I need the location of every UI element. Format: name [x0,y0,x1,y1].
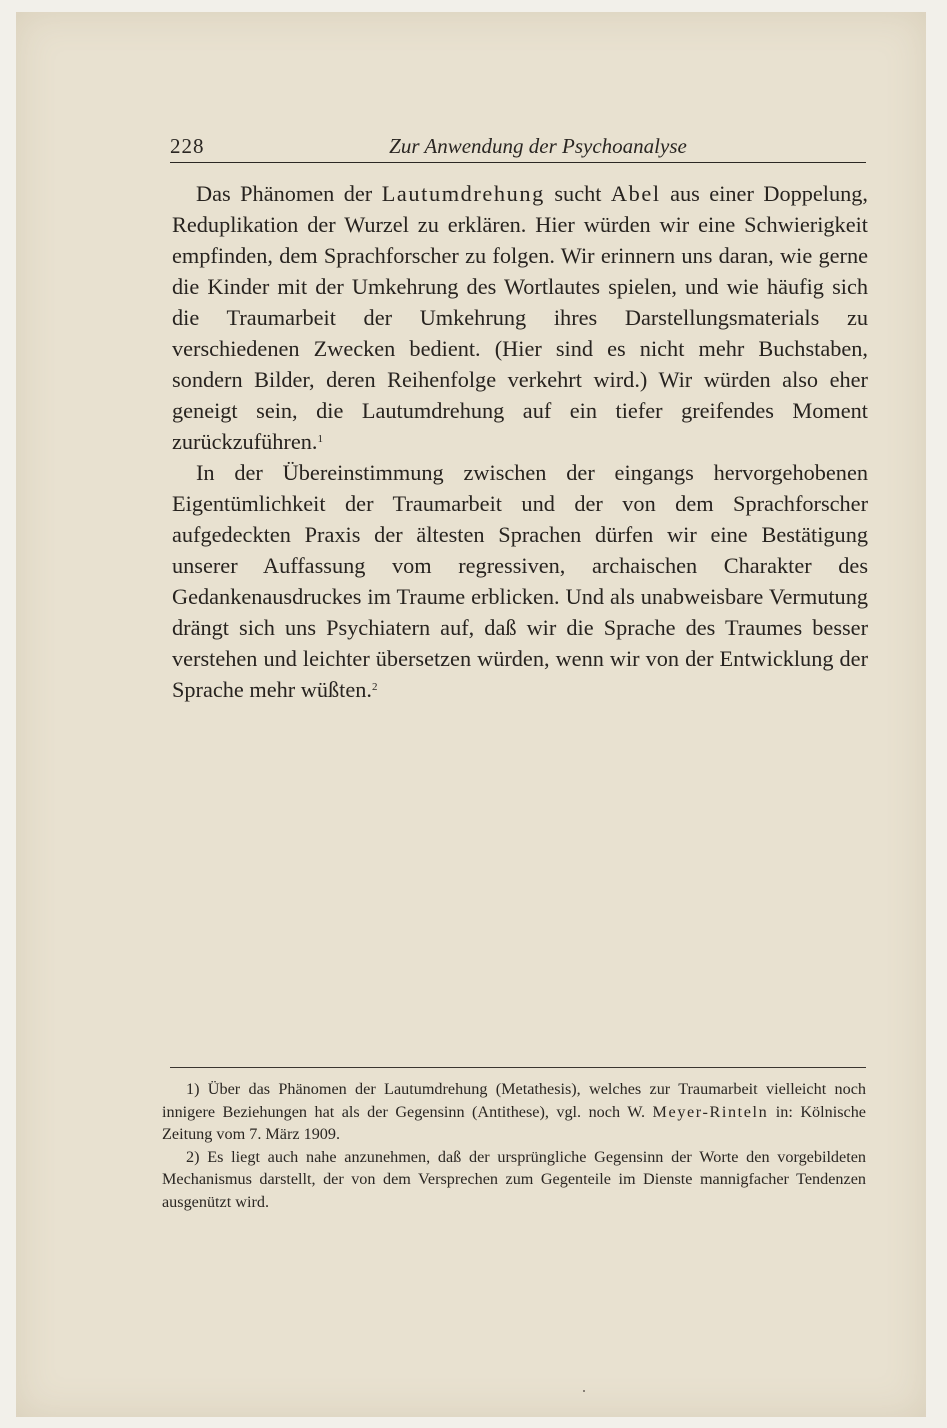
paragraph-1-text-b: sucht [544,181,611,206]
footnote-ref-2: 2 [372,681,378,693]
emphasis-meyer-rinteln: Meyer-Rinteln [652,1102,769,1121]
page-number: 228 [170,134,205,158]
page-header [170,134,866,164]
running-title: Zur Anwendung der Psychoanalyse [389,134,687,158]
footnote-ref-1: 1 [317,433,323,445]
header-rule [170,162,866,163]
paragraph-1 [172,178,868,457]
footnotes [162,1078,866,1213]
footnote-2: 2) Es liegt auch nahe anzunehmen, daß der ursprüngliche Gegensinn der Worte den vorgebildeten Mechanismus darstellt, der von dem Versprechen zum Gegenteile im Dienste mannigfacher Tendenzen ausgenützt wird. [162,1147,866,1211]
footnote-1-text-a: 1) Über das Phänomen der Lautumdrehung (Metathesis), welches zur Traumarbeit vielleicht noch innigere Beziehungen hat als der Gegensinn (Antithese), vgl. noch W. [162,1080,866,1121]
print-speck [583,1390,585,1392]
footnote-1-text-b: in: Kölnische Zeitung vom 7. März 1909. [162,1102,866,1143]
footnote-1 [162,1078,866,1146]
main-text [172,178,868,705]
paragraph-1-text-c: aus einer Doppelung, Reduplikation der Wurzel zu erklären. Hier würden wir eine Schwierigkeit empfinden, dem Sprachforscher zu folgen. Wir erinnern uns daran, wie gerne die Kinder mit der Umkehrung des Wortlautes spielen, und wie häufig sich die Traumarbeit der Umkehrung ihres Darstellungsmaterials zu verschiedenen Zwecken bedient. (Hier sind es nicht mehr Buchstaben, sondern Bilder, deren Reihenfolge verkehrt wird.) Wir würden also eher geneigt sein, die Lautumdrehung auf ein tiefer greifendes Moment zurückzuführen. [172,181,868,454]
emphasis-abel: Abel [610,181,661,206]
paragraph-1-text-a: Das Phänomen der [196,181,382,206]
footnote-rule [170,1067,866,1068]
paragraph-2-text: In der Übereinstimmung zwischen der eingangs hervorgehobenen Eigentümlichkeit der Traumarbeit und der von dem Sprachforscher aufgedeckten Praxis der ältesten Sprachen dürfen wir eine Bestätigung unserer Auffassung vom regressiven, archaischen Charakter des Gedankenausdruckes im Traume erblicken. Und als unabweisbare Vermutung drängt sich uns Psychiatern auf, daß wir die Sprache des Traumes besser verstehen und leichter übersetzen würden, wenn wir von der Entwicklung der Sprache mehr wüßten. [172,460,868,702]
emphasis-lautumdrehung: Lautumdrehung [381,181,545,206]
paragraph-2 [172,457,868,705]
